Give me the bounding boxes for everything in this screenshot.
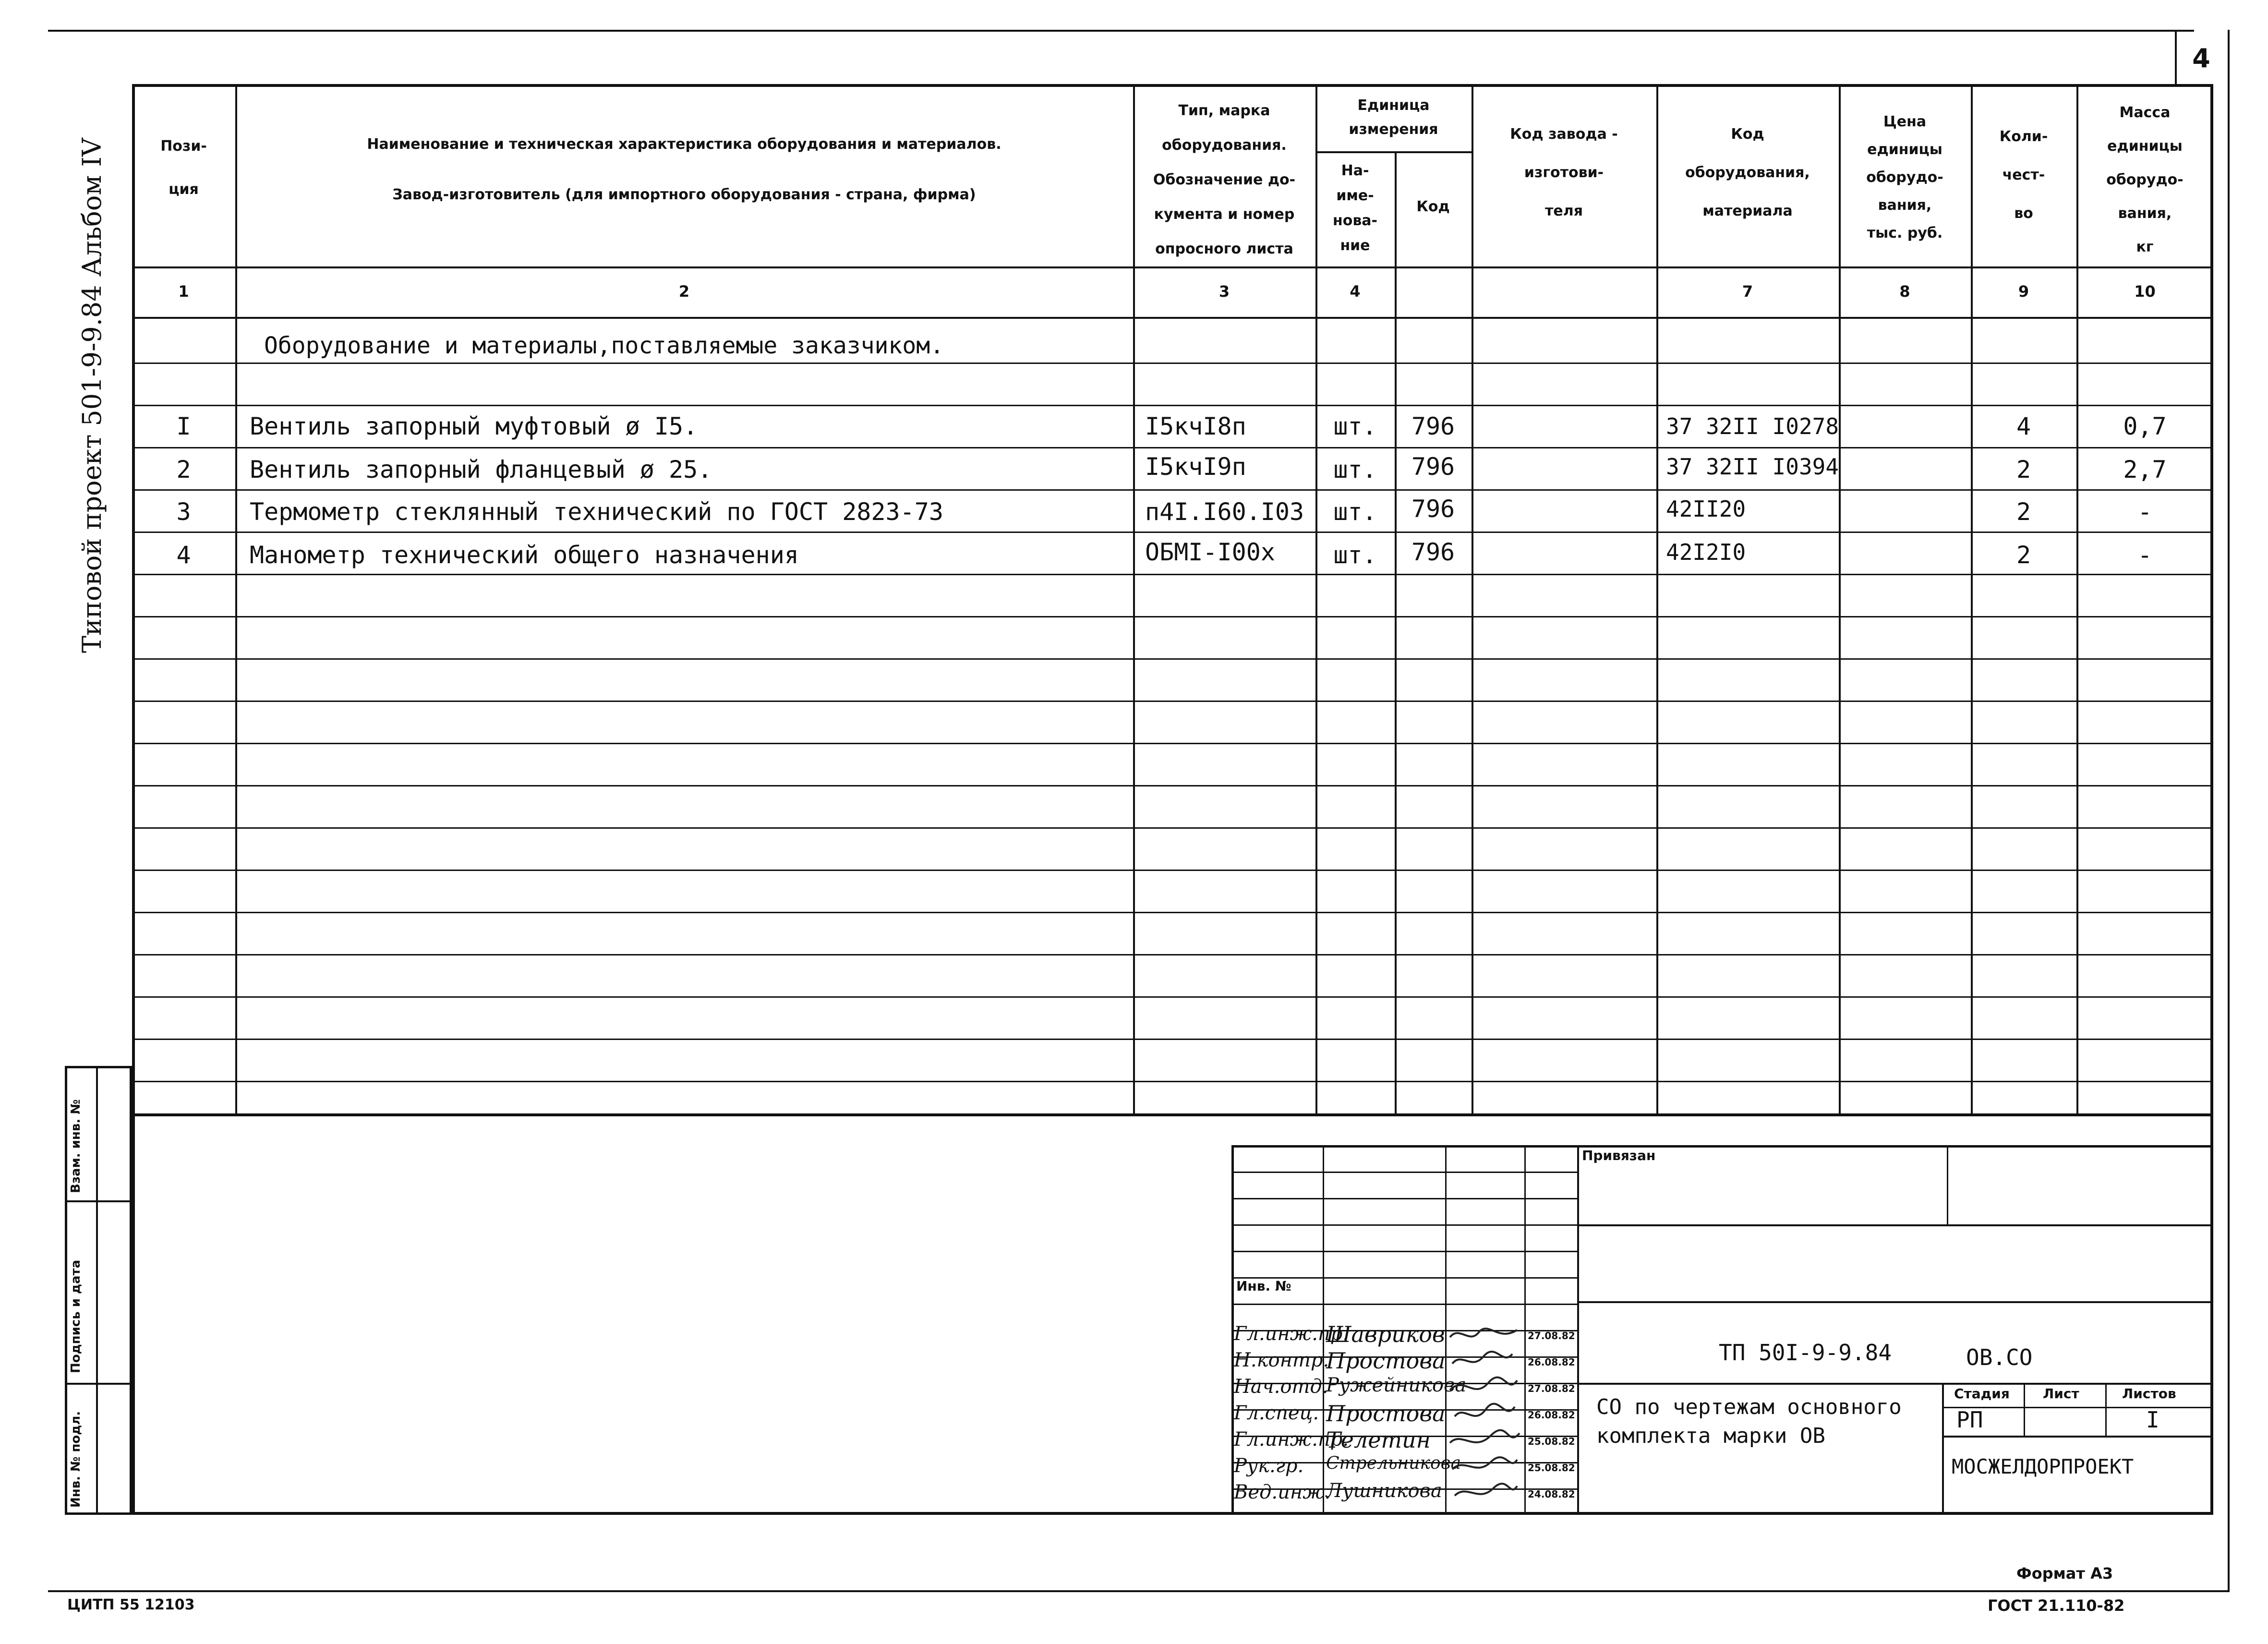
stamp-label-signature: Подпись и дата [69, 1259, 83, 1373]
sig-role: Рук.гр. [1234, 1455, 1304, 1477]
tb-row-line [1231, 1304, 1577, 1305]
row-line [132, 532, 2213, 533]
row-code: 37 32II I0394 [1666, 454, 1839, 480]
row-mass: 0,7 [2123, 412, 2167, 440]
col-number: 1 [178, 282, 189, 301]
sig-date: 27.08.82 [1528, 1383, 1575, 1394]
organization: МОСЖЕЛДОРПРОЕКТ [1952, 1455, 2134, 1478]
sig-name: Шавриков [1326, 1321, 1445, 1347]
header-unit-group: Единица измерения [1349, 97, 1438, 138]
col-line [1472, 84, 1473, 1116]
sig-name: Простова [1326, 1348, 1446, 1374]
row-line [132, 870, 2213, 871]
tb-divider [1577, 1301, 2213, 1303]
footer-left: ЦИТП 55 12103 [67, 1596, 195, 1613]
section-title: Оборудование и материалы,поставляемые заказчиком. [264, 332, 944, 359]
left-stamp-divider [65, 1383, 132, 1385]
tb-divider [1942, 1436, 2213, 1438]
row-type: I5кчI8п [1145, 412, 1246, 440]
footer-format: Формат А3 [2016, 1564, 2113, 1583]
doc-code: ТП 50I-9-9.84 [1719, 1340, 1892, 1366]
row-line [132, 363, 2213, 364]
signature-scribbles [1445, 1323, 1527, 1510]
sig-date: 26.08.82 [1528, 1409, 1575, 1421]
row-name: Термометр стеклянный технический по ГОСТ 2823-73 [250, 498, 943, 526]
bound-label: Привязан [1582, 1148, 1656, 1163]
tb-divider [1577, 1383, 2213, 1385]
sig-role: Гл.спец. [1234, 1402, 1319, 1424]
row-type: I5кчI9п [1145, 453, 1246, 481]
row-name: Вентиль запорный муфтовый ø I5. [250, 412, 698, 440]
sheets-label: Листов [2122, 1386, 2176, 1402]
header-type: Тип, марка оборудования. Обозначение до- кумента и номер опросного листа [1153, 102, 1296, 257]
sig-role: Гл.инж.пр. [1234, 1428, 1349, 1451]
row-code: 42I2I0 [1666, 539, 1746, 565]
tb-divider [2024, 1383, 2025, 1436]
row-unit: шт. [1333, 412, 1377, 440]
doc-mark: ОВ.СО [1966, 1344, 2033, 1370]
col-line [1971, 84, 1973, 1116]
col-line [235, 84, 237, 1116]
col-line [2076, 84, 2078, 1116]
row-pos: I [176, 412, 191, 440]
sig-date: 27.08.82 [1528, 1330, 1575, 1342]
col-line [1315, 84, 1317, 1116]
row-line [132, 405, 2213, 406]
sig-name: Стрельникова [1326, 1453, 1461, 1473]
stage-label: Стадия [1954, 1386, 2010, 1402]
header-quantity: Коли- чест- во [1999, 128, 2048, 222]
row-line [132, 785, 2213, 786]
col-number: 9 [2018, 282, 2029, 301]
row-code: 42II20 [1666, 496, 1746, 522]
sig-name: Простова [1326, 1401, 1446, 1426]
sig-role: Н.контр. [1234, 1349, 1329, 1371]
row-qty: 4 [2016, 412, 2031, 440]
row-line [132, 616, 2213, 617]
col-line [1133, 84, 1135, 1116]
row-line [132, 1039, 2213, 1040]
top-rule [48, 30, 2194, 32]
tb-divider [2105, 1383, 2107, 1436]
row-qty: 2 [2016, 541, 2031, 569]
row-line [132, 996, 2213, 998]
sig-role: Вед.инж. [1234, 1481, 1331, 1503]
sheet-label: Лист [2043, 1386, 2079, 1402]
col-line [1839, 84, 1841, 1116]
doc-description-line1: СО по чертежам основного [1596, 1395, 1902, 1419]
header-maker-code: Код завода - изготови- теля [1510, 126, 1618, 219]
row-line [132, 743, 2213, 744]
row-mass: - [2137, 498, 2152, 526]
header-name-line2: Завод-изготовитель (для импортного оборудования - страна, фирма) [392, 186, 976, 203]
header-mass: Масса единицы оборудо- вания, кг [2106, 104, 2184, 255]
sheet-number-divider [2175, 30, 2177, 86]
row-name: Вентиль запорный фланцевый ø 25. [250, 456, 712, 484]
sheets-value: I [2146, 1407, 2159, 1433]
header-price: Цена единицы оборудо- вания, тыс. руб. [1866, 113, 1943, 242]
sig-name: Ружейникова [1326, 1374, 1467, 1396]
row-mass: 2,7 [2123, 456, 2167, 484]
col-number-row-bottom [132, 317, 2213, 319]
row-line [132, 447, 2213, 448]
header-equipment-code: Код оборудования, материала [1685, 126, 1810, 219]
inv-label: Инв. № [1236, 1278, 1291, 1294]
col-number: 3 [1218, 282, 1230, 301]
header-unit-name: На- име- нова- ние [1332, 162, 1378, 254]
row-unit-code: 796 [1411, 412, 1455, 440]
row-line [132, 912, 2213, 913]
sig-name: Телетин [1326, 1427, 1431, 1453]
sig-role: Гл.инж.пр. [1234, 1323, 1349, 1345]
col-number: 4 [1350, 282, 1361, 301]
row-line [132, 658, 2213, 660]
unit-group-divider [1315, 151, 1472, 153]
header-name-line1: Наименование и техническая характеристика оборудования и материалов. [367, 136, 1001, 153]
footer-gost: ГОСТ 21.110-82 [1988, 1596, 2125, 1615]
stamp-label-replaced: Взам. инв. № [69, 1099, 83, 1193]
stamp-label-original: Инв. № подл. [69, 1411, 83, 1508]
header-position: Пози- ция [160, 138, 207, 198]
col-number: 2 [678, 282, 690, 301]
tb-divider [1942, 1383, 1944, 1515]
row-pos: 2 [176, 456, 191, 484]
tb-row-line [1231, 1224, 1577, 1226]
tb-divider [1577, 1224, 2213, 1226]
sig-date: 25.08.82 [1528, 1436, 1575, 1447]
bottom-rule [48, 1590, 2230, 1592]
row-line [132, 489, 2213, 491]
row-qty: 2 [2016, 456, 2031, 484]
row-line [132, 1081, 2213, 1082]
header-unit-code: Код [1416, 198, 1450, 215]
col-number: 7 [1742, 282, 1753, 301]
row-line [132, 954, 2213, 955]
row-unit-code: 796 [1411, 495, 1455, 523]
row-line [132, 701, 2213, 702]
tb-row-line [1231, 1172, 1577, 1173]
row-unit-code: 796 [1411, 538, 1455, 566]
row-qty: 2 [2016, 498, 2031, 526]
left-stamp-divider [65, 1200, 132, 1202]
sig-date: 26.08.82 [1528, 1356, 1575, 1368]
row-mass: - [2137, 541, 2152, 569]
side-label: Типовой проект 501-9-9.84 Альбом IV [77, 138, 107, 653]
sig-date: 24.08.82 [1528, 1488, 1575, 1500]
header-bottom [132, 266, 2213, 268]
row-type: п4I.I60.I03 [1145, 498, 1304, 526]
sig-name: Лушникова [1326, 1480, 1442, 1502]
tb-row-line [1231, 1198, 1577, 1199]
left-stamp-divider [96, 1066, 98, 1515]
tb-divider [1947, 1145, 1948, 1224]
col-line [1395, 151, 1397, 1116]
row-pos: 4 [176, 541, 191, 569]
right-rule [2228, 30, 2230, 1590]
row-unit: шт. [1333, 541, 1377, 569]
stage-value: РП [1956, 1407, 1983, 1433]
sig-role: Нач.отд. [1234, 1376, 1328, 1398]
row-line [132, 574, 2213, 575]
doc-description-line2: комплекта марки ОВ [1596, 1424, 1825, 1448]
col-number: 8 [1899, 282, 1910, 301]
row-unit: шт. [1333, 498, 1377, 526]
sig-date: 25.08.82 [1528, 1462, 1575, 1474]
row-code: 37 32II I0278 [1666, 413, 1839, 439]
sheet-number: 4 [2192, 43, 2210, 73]
row-unit-code: 796 [1411, 453, 1455, 481]
col-line [1656, 84, 1658, 1116]
row-name: Манометр технический общего назначения [250, 541, 799, 569]
row-pos: 3 [176, 498, 191, 526]
tb-divider [1577, 1145, 1579, 1515]
row-type: ОБМI-I00х [1145, 538, 1275, 566]
row-line [132, 827, 2213, 829]
tb-row-line [1231, 1251, 1577, 1252]
row-unit: шт. [1333, 456, 1377, 484]
col-number: 10 [2134, 282, 2156, 301]
